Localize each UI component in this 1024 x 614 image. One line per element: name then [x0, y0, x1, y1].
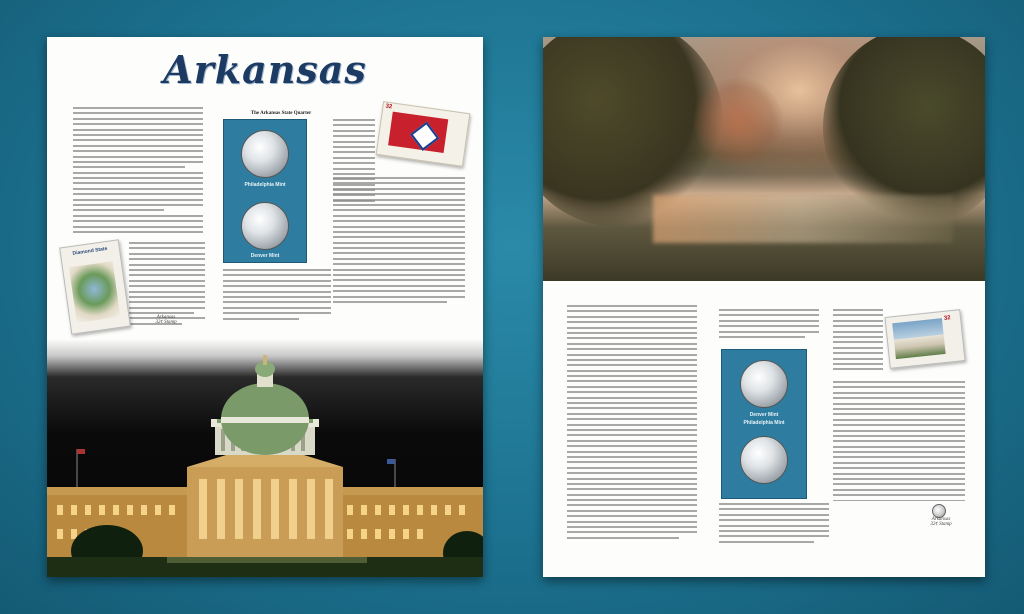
diamond-state-stamp	[59, 239, 131, 334]
right-text-column-5	[719, 503, 829, 545]
coin-arkansas-reverse	[740, 436, 788, 484]
tree-autumn	[693, 77, 783, 167]
page-title: Arkansas	[163, 47, 367, 92]
history-text-wide	[333, 177, 465, 327]
coin-description-text	[223, 269, 331, 333]
coin-label-top-right: Denver Mint	[749, 412, 779, 418]
flag-diamond-icon	[410, 122, 439, 151]
right-page	[543, 37, 985, 577]
capitol-building-illustration	[47, 339, 483, 577]
capitol-building-photo	[47, 339, 483, 577]
coin-label-top: Philadelphia Mint	[244, 182, 286, 188]
lake-reflection	[653, 195, 953, 243]
left-page	[47, 37, 483, 577]
seal-icon	[932, 504, 946, 518]
building-stamp	[884, 309, 965, 369]
stamp-caption: Arkansas 32¢ Stamp	[155, 315, 177, 325]
coin-obverse	[241, 130, 289, 178]
coin-label-bottom-right: Philadelphia Mint	[743, 420, 785, 426]
right-text-column-1	[567, 305, 697, 545]
diamond-stamp-art	[69, 261, 120, 323]
building-stamp-art	[892, 318, 945, 359]
right-text-column-4	[833, 381, 965, 501]
right-text-column-2	[719, 309, 819, 345]
arkansas-flag-image	[388, 112, 448, 153]
arkansas-flag-stamp	[376, 101, 471, 167]
coin-washington-obverse	[740, 360, 788, 408]
coin-display-panel	[223, 119, 307, 263]
intro-text-column	[73, 107, 203, 237]
coin-label-bottom: Denver Mint	[250, 253, 280, 259]
stamp-denomination-right: 32	[943, 315, 951, 322]
coin-display-panel-right	[721, 349, 807, 499]
diamond-stamp-label: Diamond State	[72, 245, 108, 257]
landscape-photo	[543, 37, 985, 281]
coin-header: The Arkansas State Quarter	[250, 111, 312, 116]
stamp-caption-right: Arkansas 32¢ Stamp	[930, 517, 952, 527]
stamp-denomination: 32	[385, 103, 393, 111]
coin-reverse	[241, 202, 289, 250]
